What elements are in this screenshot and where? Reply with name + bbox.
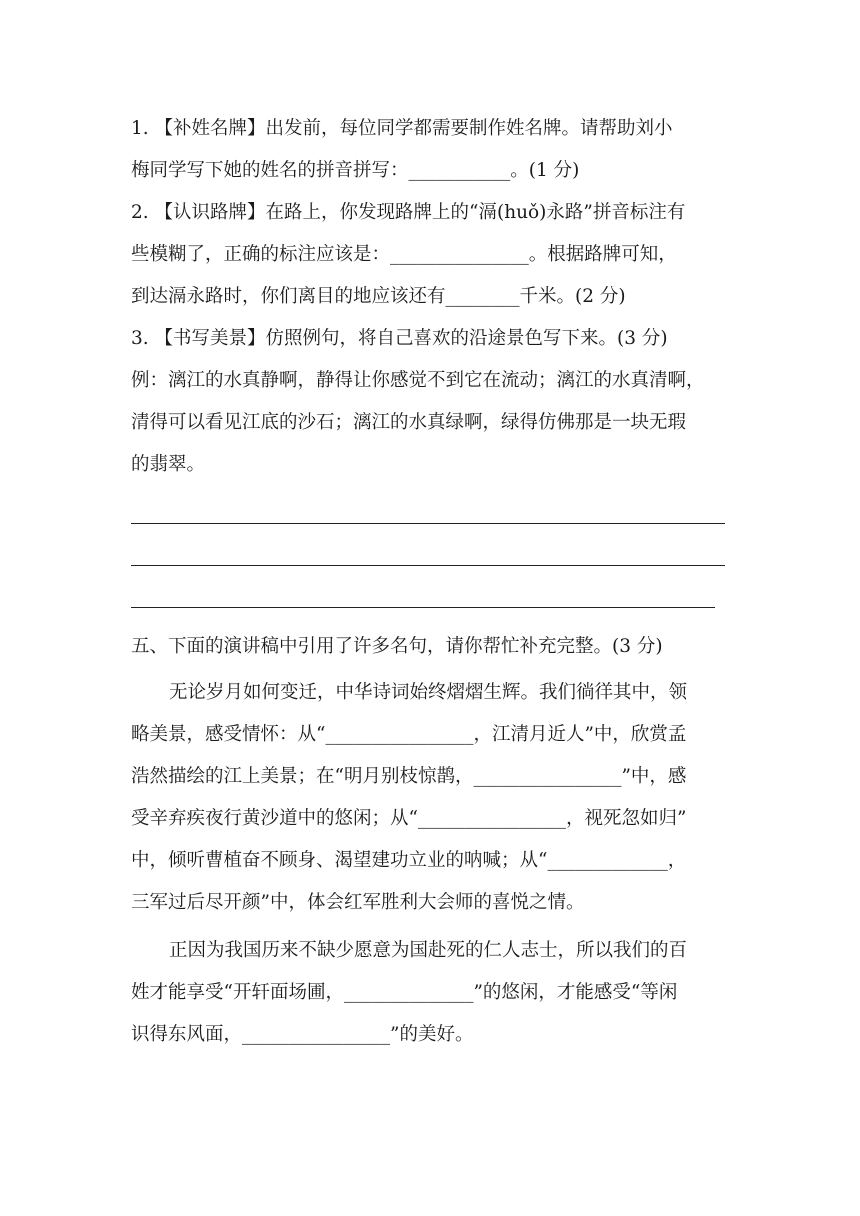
paragraph-1-line-1: 无论岁月如何变迁，中华诗词始终熠熠生辉。我们徜徉其中，领 <box>169 682 688 703</box>
question-3-line-1: 3. 【书写美景】仿照例句，将自己喜欢的沿途景色写下来。(3 分) <box>131 328 668 349</box>
question-1-line-1: 1. 【补姓名牌】出发前，每位同学都需要制作姓名牌。请帮助刘小 <box>131 118 673 139</box>
question-3 <box>131 318 731 486</box>
answer-line-2[interactable] <box>131 532 731 574</box>
question-2-line-2: 些模糊了，正确的标注应该是：_______________。根据路牌可知， <box>131 244 677 265</box>
paragraph-2-line-1: 正因为我国历来不缺少愿意为国赴死的仁人志士，所以我们的百 <box>169 940 688 961</box>
question-3-line-4: 的翡翠。 <box>131 454 206 475</box>
answer-line-1[interactable] <box>131 490 731 532</box>
paragraph-2-line-3: 识得东风面，________________”的美好。 <box>131 1024 474 1045</box>
paragraph-2-line-2: 姓才能享受“开轩面场圃，______________”的悠闲，才能感受“等闲 <box>131 982 678 1003</box>
question-2-line-3: 到达滆永路时，你们离目的地应该还有________千米。(2 分) <box>131 286 626 307</box>
section-5 <box>131 626 731 1056</box>
question-2-line-1: 2. 【认识路牌】在路上，你发现路牌上的“滆(huǒ)永路”拼音标注有 <box>131 202 686 223</box>
question-3-line-3: 清得可以看见江底的沙石；漓江的水真绿啊，绿得仿佛那是一块无瑕 <box>131 412 687 433</box>
paragraph-1-line-6: 三军过后尽开颜”中，体会红军胜利大会师的喜悦之情。 <box>131 892 585 913</box>
paragraph-1-line-2: 略美景，感受情怀：从“________________，江清月近人”中，欣赏孟 <box>131 724 687 745</box>
document-page <box>131 108 731 1056</box>
paragraph-1-line-3: 浩然描绘的江上美景；在“明月别枝惊鹊，________________”中，感 <box>131 766 687 787</box>
question-3-line-2: 例：漓江的水真静啊，静得让你感觉不到它在流动；漓江的水真清啊， <box>131 370 705 391</box>
paragraph-1-line-5: 中，倾听曹植奋不顾身、渴望建功立业的呐喊；从“_____________， <box>131 850 687 871</box>
answer-line-3[interactable] <box>131 574 731 616</box>
question-1-line-2: 梅同学写下她的姓名的拼音拼写：___________。(1 分) <box>131 160 580 181</box>
section-5-heading: 五、下面的演讲稿中引用了许多名句，请你帮忙补充完整。(3 分) <box>131 636 663 657</box>
question-1 <box>131 108 731 192</box>
section-5-paragraph-1 <box>131 672 731 924</box>
paragraph-1-line-4: 受辛弃疾夜行黄沙道中的悠闲；从“________________，视死忽如归” <box>131 808 687 829</box>
question-2 <box>131 192 731 318</box>
answer-lines <box>131 490 731 616</box>
section-5-paragraph-2 <box>131 930 731 1056</box>
